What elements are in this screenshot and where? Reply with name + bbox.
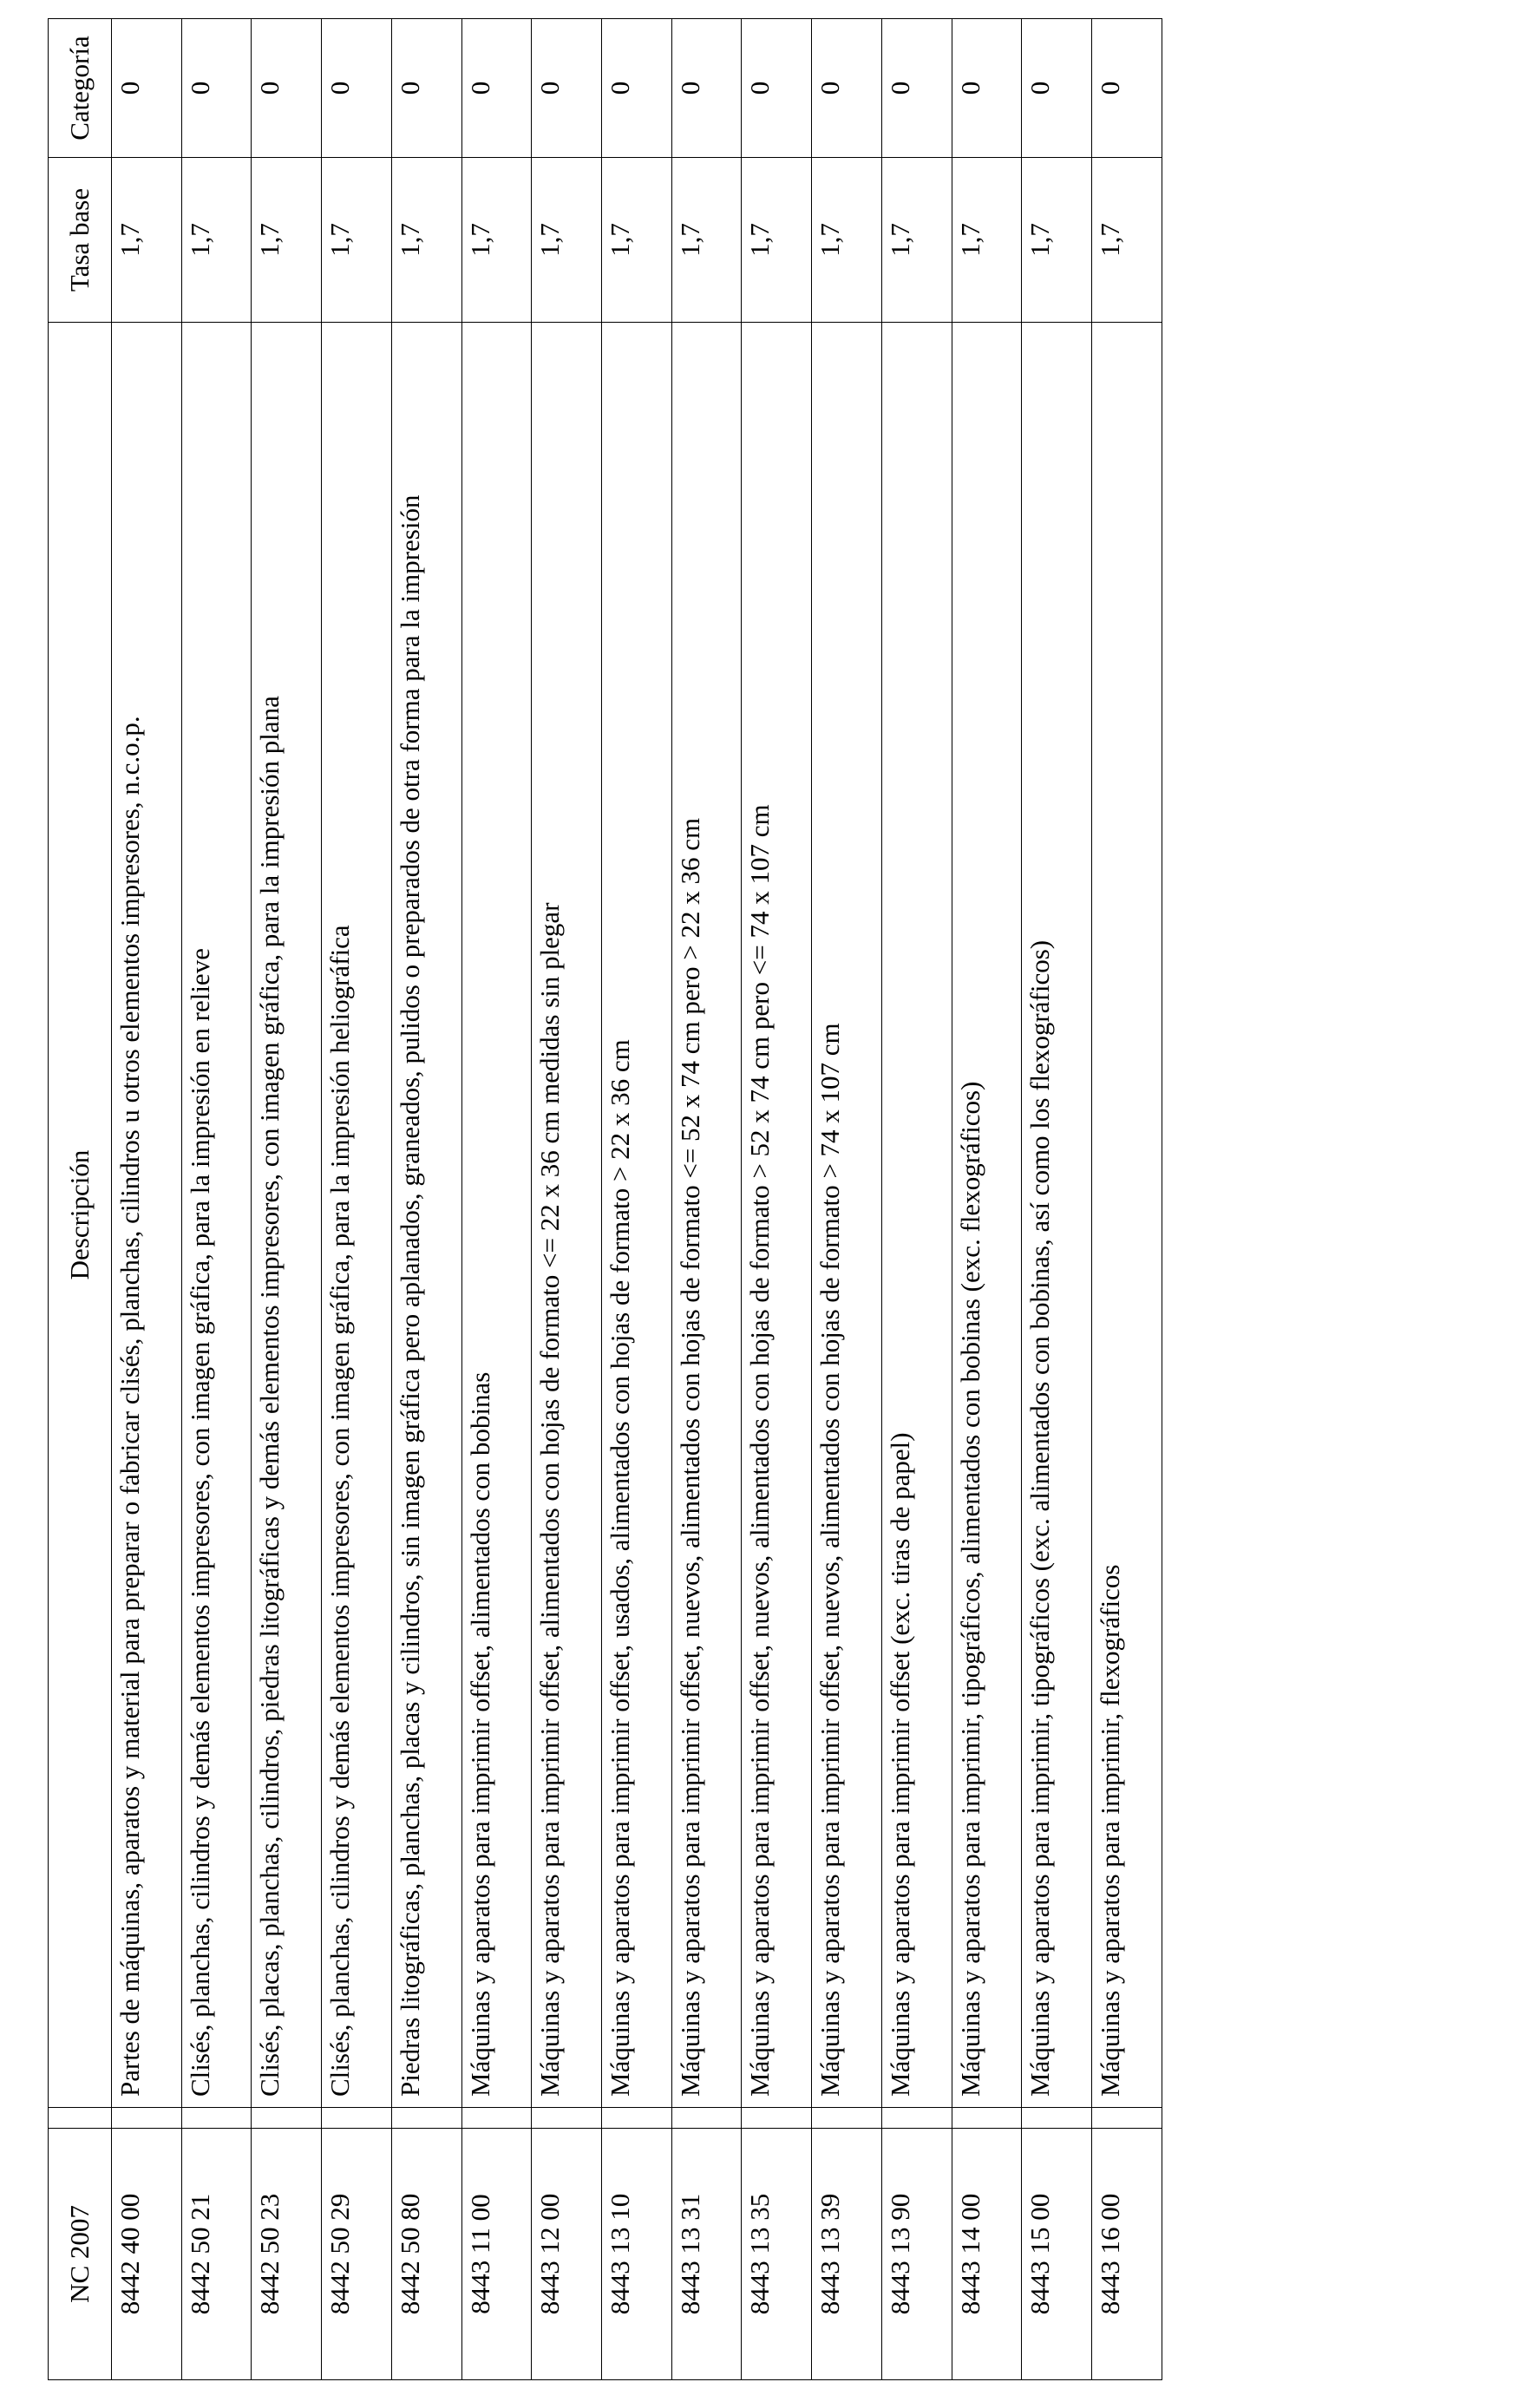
table-row <box>671 19 742 2380</box>
table-row <box>181 19 252 2380</box>
category-cell: 0 <box>532 19 602 158</box>
nc-code-cell: 8443 11 00 <box>461 2129 532 2380</box>
category-cell: 0 <box>671 19 742 158</box>
base-rate-cell: 1,7 <box>671 158 742 323</box>
table-row <box>322 19 392 2380</box>
tariff-table-body <box>112 19 1162 2380</box>
description-cell: Máquinas y aparatos para imprimir offset, usados, alimentados con hojas de formato > 22 x 36 cm <box>602 323 672 2108</box>
category-cell: 0 <box>1092 19 1162 158</box>
category-cell: 0 <box>812 19 882 158</box>
category-cell: 0 <box>391 19 461 158</box>
category-cell: 0 <box>322 19 392 158</box>
gap-cell <box>602 2108 672 2129</box>
nc-code-cell: 8443 12 00 <box>532 2129 602 2380</box>
category-cell: 0 <box>952 19 1022 158</box>
base-rate-cell: 1,7 <box>742 158 812 323</box>
nc-code-cell: 8443 13 35 <box>742 2129 812 2380</box>
description-cell: Máquinas y aparatos para imprimir offset, nuevos, alimentados con hojas de formato > 52 x 74 cm pero <= 74 x 107 cm <box>742 323 812 2108</box>
table-row <box>812 19 882 2380</box>
nc-code-cell: 8442 50 80 <box>391 2129 461 2380</box>
description-cell: Partes de máquinas, aparatos y material para preparar o fabricar clisés, planchas, cilindros u otros elementos impresores, n.c.o.p. <box>112 323 182 2108</box>
table-row <box>461 19 532 2380</box>
base-rate-cell: 1,7 <box>252 158 322 323</box>
tariff-table <box>48 18 1162 2380</box>
header-category: Categoría <box>49 19 112 158</box>
base-rate-cell: 1,7 <box>391 158 461 323</box>
base-rate-cell: 1,7 <box>1022 158 1092 323</box>
gap-cell <box>112 2108 182 2129</box>
gap-cell <box>252 2108 322 2129</box>
table-row <box>252 19 322 2380</box>
gap-cell <box>742 2108 812 2129</box>
gap-cell <box>671 2108 742 2129</box>
description-cell: Máquinas y aparatos para imprimir offset, alimentados con bobinas <box>461 323 532 2108</box>
base-rate-cell: 1,7 <box>812 158 882 323</box>
description-cell: Piedras litográficas, planchas, placas y cilindros, sin imagen gráfica pero aplanados, graneados, pulidos o preparados de otra forma para la impresión <box>391 323 461 2108</box>
gap-cell <box>532 2108 602 2129</box>
gap-cell <box>181 2108 252 2129</box>
gap-cell <box>391 2108 461 2129</box>
gap-cell <box>1092 2108 1162 2129</box>
base-rate-cell: 1,7 <box>322 158 392 323</box>
nc-code-cell: 8442 40 00 <box>112 2129 182 2380</box>
category-cell: 0 <box>112 19 182 158</box>
description-cell: Clisés, placas, planchas, cilindros, piedras litográficas y demás elementos impresores, con imagen gráfica, para la impresión plana <box>252 323 322 2108</box>
description-cell: Máquinas y aparatos para imprimir, flexográficos <box>1092 323 1162 2108</box>
nc-code-cell: 8443 16 00 <box>1092 2129 1162 2380</box>
header-description: Descripción <box>49 323 112 2108</box>
base-rate-cell: 1,7 <box>461 158 532 323</box>
base-rate-cell: 1,7 <box>181 158 252 323</box>
base-rate-cell: 1,7 <box>1092 158 1162 323</box>
table-row <box>112 19 182 2380</box>
header-row <box>49 19 112 2380</box>
nc-code-cell: 8442 50 21 <box>181 2129 252 2380</box>
nc-code-cell: 8443 13 31 <box>671 2129 742 2380</box>
nc-code-cell: 8442 50 23 <box>252 2129 322 2380</box>
base-rate-cell: 1,7 <box>602 158 672 323</box>
gap-cell <box>461 2108 532 2129</box>
gap-cell <box>881 2108 952 2129</box>
rotated-page <box>48 19 1162 2380</box>
gap-cell <box>322 2108 392 2129</box>
description-cell: Máquinas y aparatos para imprimir, tipográficos, alimentados con bobinas (exc. flexográficos) <box>952 323 1022 2108</box>
table-row <box>391 19 461 2380</box>
base-rate-cell: 1,7 <box>881 158 952 323</box>
base-rate-cell: 1,7 <box>952 158 1022 323</box>
nc-code-cell: 8443 13 10 <box>602 2129 672 2380</box>
table-row <box>952 19 1022 2380</box>
base-rate-cell: 1,7 <box>532 158 602 323</box>
category-cell: 0 <box>602 19 672 158</box>
description-cell: Máquinas y aparatos para imprimir offset, nuevos, alimentados con hojas de formato > 74 x 107 cm <box>812 323 882 2108</box>
description-cell: Máquinas y aparatos para imprimir, tipográficos (exc. alimentados con bobinas, así como los flexográficos) <box>1022 323 1092 2108</box>
table-row <box>1092 19 1162 2380</box>
category-cell: 0 <box>181 19 252 158</box>
gap-cell <box>1022 2108 1092 2129</box>
description-cell: Clisés, planchas, cilindros y demás elementos impresores, con imagen gráfica, para la impresión en relieve <box>181 323 252 2108</box>
nc-code-cell: 8443 13 39 <box>812 2129 882 2380</box>
table-row <box>1022 19 1092 2380</box>
table-row <box>881 19 952 2380</box>
table-row <box>532 19 602 2380</box>
header-gap <box>49 2108 112 2129</box>
category-cell: 0 <box>1022 19 1092 158</box>
nc-code-cell: 8443 14 00 <box>952 2129 1022 2380</box>
category-cell: 0 <box>252 19 322 158</box>
nc-code-cell: 8443 15 00 <box>1022 2129 1092 2380</box>
nc-code-cell: 8442 50 29 <box>322 2129 392 2380</box>
description-cell: Clisés, planchas, cilindros y demás elementos impresores, con imagen gráfica, para la impresión heliográfica <box>322 323 392 2108</box>
nc-code-cell: 8443 13 90 <box>881 2129 952 2380</box>
base-rate-cell: 1,7 <box>112 158 182 323</box>
gap-cell <box>812 2108 882 2129</box>
category-cell: 0 <box>881 19 952 158</box>
description-cell: Máquinas y aparatos para imprimir offset, alimentados con hojas de formato <= 22 x 36 cm medidas sin plegar <box>532 323 602 2108</box>
category-cell: 0 <box>461 19 532 158</box>
description-cell: Máquinas y aparatos para imprimir offset, nuevos, alimentados con hojas de formato <= 52 x 74 cm pero > 22 x 36 cm <box>671 323 742 2108</box>
header-nc: NC 2007 <box>49 2129 112 2380</box>
header-base-rate: Tasa base <box>49 158 112 323</box>
table-row <box>602 19 672 2380</box>
description-cell: Máquinas y aparatos para imprimir offset (exc. tiras de papel) <box>881 323 952 2108</box>
gap-cell <box>952 2108 1022 2129</box>
table-row <box>742 19 812 2380</box>
category-cell: 0 <box>742 19 812 158</box>
